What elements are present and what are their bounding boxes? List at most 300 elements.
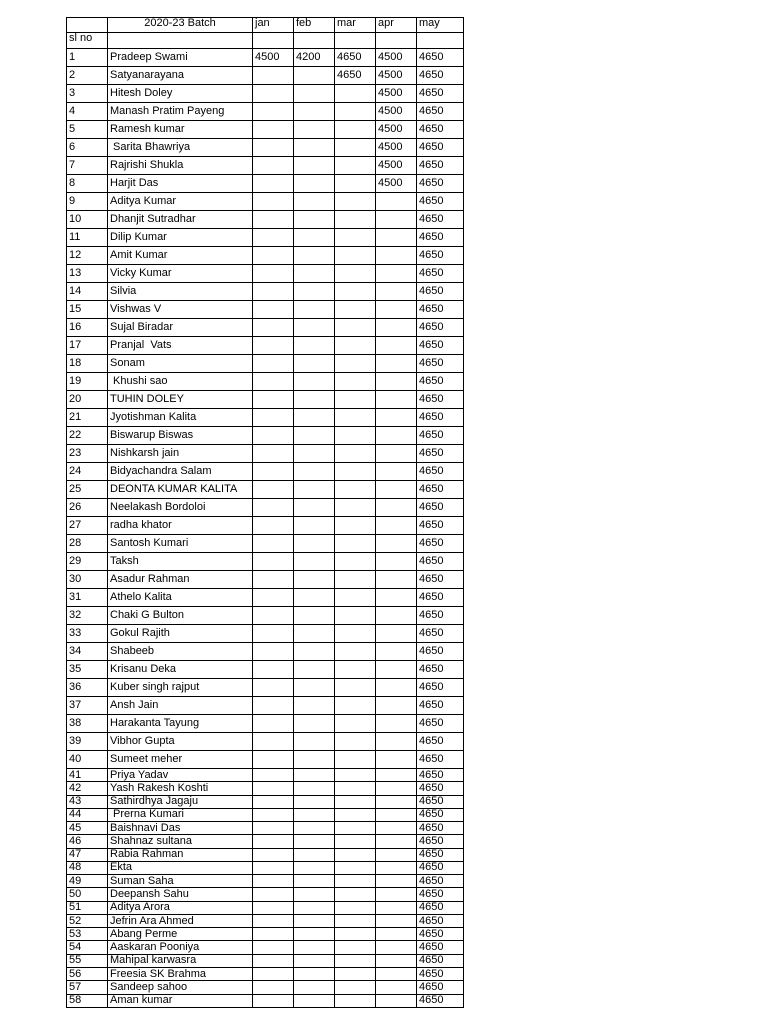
name-cell[interactable]: Priya Yadav xyxy=(108,769,253,782)
may-cell[interactable]: 4650 xyxy=(417,981,464,994)
apr-cell[interactable] xyxy=(376,795,417,808)
jan-cell[interactable] xyxy=(253,67,294,85)
jan-cell[interactable] xyxy=(253,928,294,941)
name-cell[interactable]: Ramesh kumar xyxy=(108,121,253,139)
may-cell[interactable]: 4650 xyxy=(417,861,464,874)
may-cell[interactable]: 4650 xyxy=(417,175,464,193)
feb-cell[interactable] xyxy=(294,463,335,481)
jan-cell[interactable] xyxy=(253,625,294,643)
may-cell[interactable]: 4650 xyxy=(417,301,464,319)
name-cell[interactable]: Shahnaz sultana xyxy=(108,835,253,848)
may-cell[interactable]: 4650 xyxy=(417,589,464,607)
apr-cell[interactable] xyxy=(376,301,417,319)
sl-no-cell[interactable]: 50 xyxy=(67,888,108,901)
apr-cell[interactable] xyxy=(376,229,417,247)
may-cell[interactable]: 4650 xyxy=(417,769,464,782)
jan-cell[interactable] xyxy=(253,835,294,848)
feb-cell[interactable] xyxy=(294,535,335,553)
sl-no-cell[interactable]: 25 xyxy=(67,481,108,499)
feb-cell[interactable] xyxy=(294,661,335,679)
apr-cell[interactable]: 4500 xyxy=(376,121,417,139)
may-cell[interactable]: 4650 xyxy=(417,643,464,661)
jan-cell[interactable] xyxy=(253,954,294,967)
mar-cell[interactable] xyxy=(335,373,376,391)
feb-cell[interactable] xyxy=(294,888,335,901)
empty-cell[interactable] xyxy=(108,33,253,49)
feb-cell[interactable] xyxy=(294,283,335,301)
sl-no-cell[interactable]: 34 xyxy=(67,643,108,661)
name-cell[interactable]: TUHIN DOLEY xyxy=(108,391,253,409)
feb-cell[interactable] xyxy=(294,751,335,769)
mar-cell[interactable] xyxy=(335,967,376,980)
name-cell[interactable]: Ansh Jain xyxy=(108,697,253,715)
mar-cell[interactable] xyxy=(335,875,376,888)
mar-cell[interactable] xyxy=(335,715,376,733)
name-cell[interactable]: Vishwas V xyxy=(108,301,253,319)
mar-cell[interactable] xyxy=(335,337,376,355)
jan-cell[interactable] xyxy=(253,337,294,355)
may-cell[interactable]: 4650 xyxy=(417,463,464,481)
name-cell[interactable]: Freesia SK Brahma xyxy=(108,967,253,980)
empty-cell[interactable] xyxy=(294,33,335,49)
mar-cell[interactable] xyxy=(335,901,376,914)
may-cell[interactable]: 4650 xyxy=(417,67,464,85)
mar-cell[interactable] xyxy=(335,355,376,373)
apr-cell[interactable] xyxy=(376,733,417,751)
name-cell[interactable]: Harakanta Tayung xyxy=(108,715,253,733)
apr-cell[interactable]: 4500 xyxy=(376,67,417,85)
name-cell[interactable]: Krisanu Deka xyxy=(108,661,253,679)
may-cell[interactable]: 4650 xyxy=(417,193,464,211)
apr-cell[interactable] xyxy=(376,409,417,427)
apr-cell[interactable] xyxy=(376,553,417,571)
sl-no-cell[interactable]: 46 xyxy=(67,835,108,848)
mar-cell[interactable] xyxy=(335,463,376,481)
feb-cell[interactable] xyxy=(294,355,335,373)
apr-cell[interactable] xyxy=(376,607,417,625)
mar-cell[interactable] xyxy=(335,445,376,463)
jan-cell[interactable] xyxy=(253,427,294,445)
name-cell[interactable]: Hitesh Doley xyxy=(108,85,253,103)
mar-cell[interactable] xyxy=(335,848,376,861)
name-cell[interactable]: Deepansh Sahu xyxy=(108,888,253,901)
jan-cell[interactable] xyxy=(253,499,294,517)
feb-cell[interactable] xyxy=(294,247,335,265)
apr-cell[interactable] xyxy=(376,481,417,499)
jan-cell[interactable] xyxy=(253,795,294,808)
sl-no-cell[interactable]: 41 xyxy=(67,769,108,782)
mar-cell[interactable] xyxy=(335,157,376,175)
may-cell[interactable]: 4650 xyxy=(417,888,464,901)
mar-cell[interactable] xyxy=(335,607,376,625)
jan-cell[interactable] xyxy=(253,751,294,769)
mar-cell[interactable] xyxy=(335,861,376,874)
mar-cell[interactable] xyxy=(335,835,376,848)
sl-no-cell[interactable]: 43 xyxy=(67,795,108,808)
may-cell[interactable]: 4650 xyxy=(417,499,464,517)
feb-cell[interactable] xyxy=(294,139,335,157)
may-cell[interactable]: 4650 xyxy=(417,139,464,157)
name-cell[interactable]: Silvia xyxy=(108,283,253,301)
header-blank-cell[interactable] xyxy=(67,18,108,33)
empty-cell[interactable] xyxy=(417,33,464,49)
feb-cell[interactable] xyxy=(294,808,335,821)
may-cell[interactable]: 4650 xyxy=(417,283,464,301)
mar-cell[interactable] xyxy=(335,643,376,661)
feb-cell[interactable] xyxy=(294,901,335,914)
name-cell[interactable]: Sathirdhya Jagaju xyxy=(108,795,253,808)
feb-cell[interactable] xyxy=(294,103,335,121)
apr-cell[interactable] xyxy=(376,661,417,679)
sl-no-cell[interactable]: 44 xyxy=(67,808,108,821)
may-cell[interactable]: 4650 xyxy=(417,733,464,751)
sl-no-cell[interactable]: 33 xyxy=(67,625,108,643)
name-cell[interactable]: Biswarup Biswas xyxy=(108,427,253,445)
may-cell[interactable]: 4650 xyxy=(417,229,464,247)
name-cell[interactable]: Vicky Kumar xyxy=(108,265,253,283)
mar-cell[interactable] xyxy=(335,409,376,427)
may-cell[interactable]: 4650 xyxy=(417,914,464,927)
sl-no-cell[interactable]: 22 xyxy=(67,427,108,445)
sl-no-cell[interactable]: 10 xyxy=(67,211,108,229)
sl-no-cell[interactable]: 2 xyxy=(67,67,108,85)
mar-cell[interactable] xyxy=(335,139,376,157)
mar-cell[interactable] xyxy=(335,517,376,535)
sl-no-cell[interactable]: 4 xyxy=(67,103,108,121)
feb-cell[interactable] xyxy=(294,337,335,355)
jan-cell[interactable] xyxy=(253,373,294,391)
sl-no-cell[interactable]: 7 xyxy=(67,157,108,175)
name-cell[interactable]: Athelo Kalita xyxy=(108,589,253,607)
may-cell[interactable]: 4650 xyxy=(417,211,464,229)
sl-no-cell[interactable]: 32 xyxy=(67,607,108,625)
jan-cell[interactable] xyxy=(253,941,294,954)
name-cell[interactable]: Kuber singh rajput xyxy=(108,679,253,697)
jan-cell[interactable] xyxy=(253,861,294,874)
feb-cell[interactable] xyxy=(294,954,335,967)
name-cell[interactable]: Neelakash Bordoloi xyxy=(108,499,253,517)
name-cell[interactable]: Aaskaran Pooniya xyxy=(108,941,253,954)
feb-cell[interactable] xyxy=(294,928,335,941)
mar-cell[interactable] xyxy=(335,211,376,229)
sl-no-header[interactable]: sl no xyxy=(67,33,108,49)
sl-no-cell[interactable]: 5 xyxy=(67,121,108,139)
sl-no-cell[interactable]: 49 xyxy=(67,875,108,888)
feb-cell[interactable] xyxy=(294,85,335,103)
feb-cell[interactable] xyxy=(294,795,335,808)
may-cell[interactable]: 4650 xyxy=(417,808,464,821)
apr-cell[interactable] xyxy=(376,848,417,861)
mar-cell[interactable] xyxy=(335,589,376,607)
mar-cell[interactable] xyxy=(335,85,376,103)
jan-cell[interactable]: 4500 xyxy=(253,49,294,67)
may-cell[interactable]: 4650 xyxy=(417,571,464,589)
apr-cell[interactable] xyxy=(376,679,417,697)
sl-no-cell[interactable]: 8 xyxy=(67,175,108,193)
apr-cell[interactable] xyxy=(376,247,417,265)
feb-cell[interactable] xyxy=(294,861,335,874)
may-cell[interactable]: 4650 xyxy=(417,822,464,835)
jan-cell[interactable] xyxy=(253,733,294,751)
jan-cell[interactable] xyxy=(253,445,294,463)
sl-no-cell[interactable]: 21 xyxy=(67,409,108,427)
jan-cell[interactable] xyxy=(253,607,294,625)
name-cell[interactable]: Bidyachandra Salam xyxy=(108,463,253,481)
apr-cell[interactable] xyxy=(376,954,417,967)
sl-no-cell[interactable]: 28 xyxy=(67,535,108,553)
sl-no-cell[interactable]: 9 xyxy=(67,193,108,211)
may-cell[interactable]: 4650 xyxy=(417,445,464,463)
mar-cell[interactable] xyxy=(335,499,376,517)
jan-cell[interactable] xyxy=(253,481,294,499)
may-cell[interactable]: 4650 xyxy=(417,661,464,679)
feb-cell[interactable] xyxy=(294,211,335,229)
jan-cell[interactable] xyxy=(253,409,294,427)
apr-cell[interactable]: 4500 xyxy=(376,175,417,193)
apr-cell[interactable] xyxy=(376,751,417,769)
apr-cell[interactable] xyxy=(376,193,417,211)
sl-no-cell[interactable]: 26 xyxy=(67,499,108,517)
name-cell[interactable]: Amit Kumar xyxy=(108,247,253,265)
may-cell[interactable]: 4650 xyxy=(417,954,464,967)
apr-cell[interactable] xyxy=(376,697,417,715)
feb-cell[interactable] xyxy=(294,121,335,139)
feb-cell[interactable] xyxy=(294,517,335,535)
apr-cell[interactable] xyxy=(376,535,417,553)
jan-cell[interactable] xyxy=(253,888,294,901)
jan-cell[interactable] xyxy=(253,175,294,193)
jan-cell[interactable] xyxy=(253,589,294,607)
apr-cell[interactable] xyxy=(376,427,417,445)
name-cell[interactable]: Nishkarsh jain xyxy=(108,445,253,463)
sl-no-cell[interactable]: 19 xyxy=(67,373,108,391)
apr-cell[interactable] xyxy=(376,391,417,409)
jan-cell[interactable] xyxy=(253,247,294,265)
apr-cell[interactable]: 4500 xyxy=(376,49,417,67)
name-cell[interactable]: Vibhor Gupta xyxy=(108,733,253,751)
apr-cell[interactable]: 4500 xyxy=(376,103,417,121)
apr-cell[interactable] xyxy=(376,571,417,589)
jan-cell[interactable] xyxy=(253,517,294,535)
name-cell[interactable]: Asadur Rahman xyxy=(108,571,253,589)
feb-cell[interactable] xyxy=(294,427,335,445)
mar-cell[interactable] xyxy=(335,121,376,139)
feb-cell[interactable] xyxy=(294,733,335,751)
jan-cell[interactable] xyxy=(253,211,294,229)
mar-cell[interactable] xyxy=(335,175,376,193)
may-cell[interactable]: 4650 xyxy=(417,355,464,373)
may-cell[interactable]: 4650 xyxy=(417,49,464,67)
mar-cell[interactable] xyxy=(335,229,376,247)
feb-cell[interactable] xyxy=(294,67,335,85)
mar-cell[interactable] xyxy=(335,769,376,782)
jan-cell[interactable] xyxy=(253,679,294,697)
name-cell[interactable]: Aman kumar xyxy=(108,994,253,1007)
jan-cell[interactable] xyxy=(253,782,294,795)
empty-cell[interactable] xyxy=(376,33,417,49)
jan-cell[interactable] xyxy=(253,553,294,571)
apr-cell[interactable] xyxy=(376,517,417,535)
name-cell[interactable]: Dilip Kumar xyxy=(108,229,253,247)
jan-cell[interactable] xyxy=(253,157,294,175)
feb-cell[interactable] xyxy=(294,875,335,888)
may-cell[interactable]: 4650 xyxy=(417,373,464,391)
name-cell[interactable]: Mahipal karwasra xyxy=(108,954,253,967)
mar-cell[interactable] xyxy=(335,391,376,409)
feb-cell[interactable] xyxy=(294,409,335,427)
apr-cell[interactable] xyxy=(376,875,417,888)
may-cell[interactable]: 4650 xyxy=(417,481,464,499)
sl-no-cell[interactable]: 53 xyxy=(67,928,108,941)
mar-cell[interactable] xyxy=(335,733,376,751)
may-cell[interactable]: 4650 xyxy=(417,941,464,954)
sl-no-cell[interactable]: 15 xyxy=(67,301,108,319)
sl-no-cell[interactable]: 39 xyxy=(67,733,108,751)
sl-no-cell[interactable]: 56 xyxy=(67,967,108,980)
may-cell[interactable]: 4650 xyxy=(417,247,464,265)
feb-cell[interactable] xyxy=(294,967,335,980)
sl-no-cell[interactable]: 12 xyxy=(67,247,108,265)
name-cell[interactable]: Pradeep Swami xyxy=(108,49,253,67)
sl-no-cell[interactable]: 52 xyxy=(67,914,108,927)
may-cell[interactable]: 4650 xyxy=(417,751,464,769)
apr-cell[interactable] xyxy=(376,283,417,301)
jan-cell[interactable] xyxy=(253,355,294,373)
jan-cell[interactable] xyxy=(253,914,294,927)
jan-cell[interactable] xyxy=(253,193,294,211)
mar-cell[interactable] xyxy=(335,283,376,301)
name-cell[interactable]: Gokul Rajith xyxy=(108,625,253,643)
feb-cell[interactable] xyxy=(294,643,335,661)
mar-cell[interactable] xyxy=(335,103,376,121)
may-cell[interactable]: 4650 xyxy=(417,535,464,553)
jan-cell[interactable] xyxy=(253,139,294,157)
may-cell[interactable]: 4650 xyxy=(417,928,464,941)
feb-cell[interactable] xyxy=(294,697,335,715)
may-cell[interactable]: 4650 xyxy=(417,994,464,1007)
apr-cell[interactable] xyxy=(376,211,417,229)
may-cell[interactable]: 4650 xyxy=(417,265,464,283)
sl-no-cell[interactable]: 27 xyxy=(67,517,108,535)
sl-no-cell[interactable]: 57 xyxy=(67,981,108,994)
empty-cell[interactable] xyxy=(335,33,376,49)
sl-no-cell[interactable]: 6 xyxy=(67,139,108,157)
month-header-feb[interactable]: feb xyxy=(294,18,335,33)
name-cell[interactable]: Rabia Rahman xyxy=(108,848,253,861)
apr-cell[interactable] xyxy=(376,337,417,355)
feb-cell[interactable] xyxy=(294,769,335,782)
name-cell[interactable]: radha khator xyxy=(108,517,253,535)
apr-cell[interactable] xyxy=(376,835,417,848)
mar-cell[interactable] xyxy=(335,625,376,643)
mar-cell[interactable] xyxy=(335,808,376,821)
name-cell[interactable]: Aditya Kumar xyxy=(108,193,253,211)
sl-no-cell[interactable]: 18 xyxy=(67,355,108,373)
feb-cell[interactable]: 4200 xyxy=(294,49,335,67)
sl-no-cell[interactable]: 54 xyxy=(67,941,108,954)
name-cell[interactable]: Shabeeb xyxy=(108,643,253,661)
feb-cell[interactable] xyxy=(294,499,335,517)
may-cell[interactable]: 4650 xyxy=(417,391,464,409)
feb-cell[interactable] xyxy=(294,715,335,733)
may-cell[interactable]: 4650 xyxy=(417,835,464,848)
apr-cell[interactable] xyxy=(376,715,417,733)
may-cell[interactable]: 4650 xyxy=(417,103,464,121)
mar-cell[interactable] xyxy=(335,941,376,954)
name-cell[interactable]: Suman Saha xyxy=(108,875,253,888)
jan-cell[interactable] xyxy=(253,808,294,821)
mar-cell[interactable] xyxy=(335,193,376,211)
feb-cell[interactable] xyxy=(294,607,335,625)
sl-no-cell[interactable]: 37 xyxy=(67,697,108,715)
apr-cell[interactable] xyxy=(376,355,417,373)
may-cell[interactable]: 4650 xyxy=(417,679,464,697)
jan-cell[interactable] xyxy=(253,643,294,661)
apr-cell[interactable] xyxy=(376,769,417,782)
jan-cell[interactable] xyxy=(253,769,294,782)
month-header-may[interactable]: may xyxy=(417,18,464,33)
feb-cell[interactable] xyxy=(294,229,335,247)
feb-cell[interactable] xyxy=(294,679,335,697)
may-cell[interactable]: 4650 xyxy=(417,553,464,571)
mar-cell[interactable] xyxy=(335,981,376,994)
may-cell[interactable]: 4650 xyxy=(417,337,464,355)
apr-cell[interactable] xyxy=(376,589,417,607)
jan-cell[interactable] xyxy=(253,265,294,283)
feb-cell[interactable] xyxy=(294,589,335,607)
may-cell[interactable]: 4650 xyxy=(417,607,464,625)
month-header-apr[interactable]: apr xyxy=(376,18,417,33)
feb-cell[interactable] xyxy=(294,175,335,193)
feb-cell[interactable] xyxy=(294,319,335,337)
name-cell[interactable]: Yash Rakesh Koshti xyxy=(108,782,253,795)
name-cell[interactable]: Satyanarayana xyxy=(108,67,253,85)
mar-cell[interactable] xyxy=(335,795,376,808)
name-cell[interactable]: Abang Perme xyxy=(108,928,253,941)
apr-cell[interactable] xyxy=(376,373,417,391)
sl-no-cell[interactable]: 11 xyxy=(67,229,108,247)
feb-cell[interactable] xyxy=(294,941,335,954)
mar-cell[interactable] xyxy=(335,928,376,941)
jan-cell[interactable] xyxy=(253,981,294,994)
feb-cell[interactable] xyxy=(294,301,335,319)
feb-cell[interactable] xyxy=(294,157,335,175)
feb-cell[interactable] xyxy=(294,265,335,283)
apr-cell[interactable] xyxy=(376,499,417,517)
feb-cell[interactable] xyxy=(294,193,335,211)
feb-cell[interactable] xyxy=(294,481,335,499)
mar-cell[interactable] xyxy=(335,994,376,1007)
mar-cell[interactable] xyxy=(335,247,376,265)
name-cell[interactable]: DEONTA KUMAR KALITA xyxy=(108,481,253,499)
may-cell[interactable]: 4650 xyxy=(417,517,464,535)
may-cell[interactable]: 4650 xyxy=(417,697,464,715)
may-cell[interactable]: 4650 xyxy=(417,409,464,427)
name-cell[interactable]: Manash Pratim Payeng xyxy=(108,103,253,121)
feb-cell[interactable] xyxy=(294,848,335,861)
may-cell[interactable]: 4650 xyxy=(417,795,464,808)
sl-no-cell[interactable]: 29 xyxy=(67,553,108,571)
feb-cell[interactable] xyxy=(294,994,335,1007)
apr-cell[interactable] xyxy=(376,808,417,821)
apr-cell[interactable] xyxy=(376,888,417,901)
apr-cell[interactable] xyxy=(376,445,417,463)
name-cell[interactable]: Sandeep sahoo xyxy=(108,981,253,994)
apr-cell[interactable] xyxy=(376,782,417,795)
jan-cell[interactable] xyxy=(253,661,294,679)
sl-no-cell[interactable]: 23 xyxy=(67,445,108,463)
name-cell[interactable]: Khushi sao xyxy=(108,373,253,391)
